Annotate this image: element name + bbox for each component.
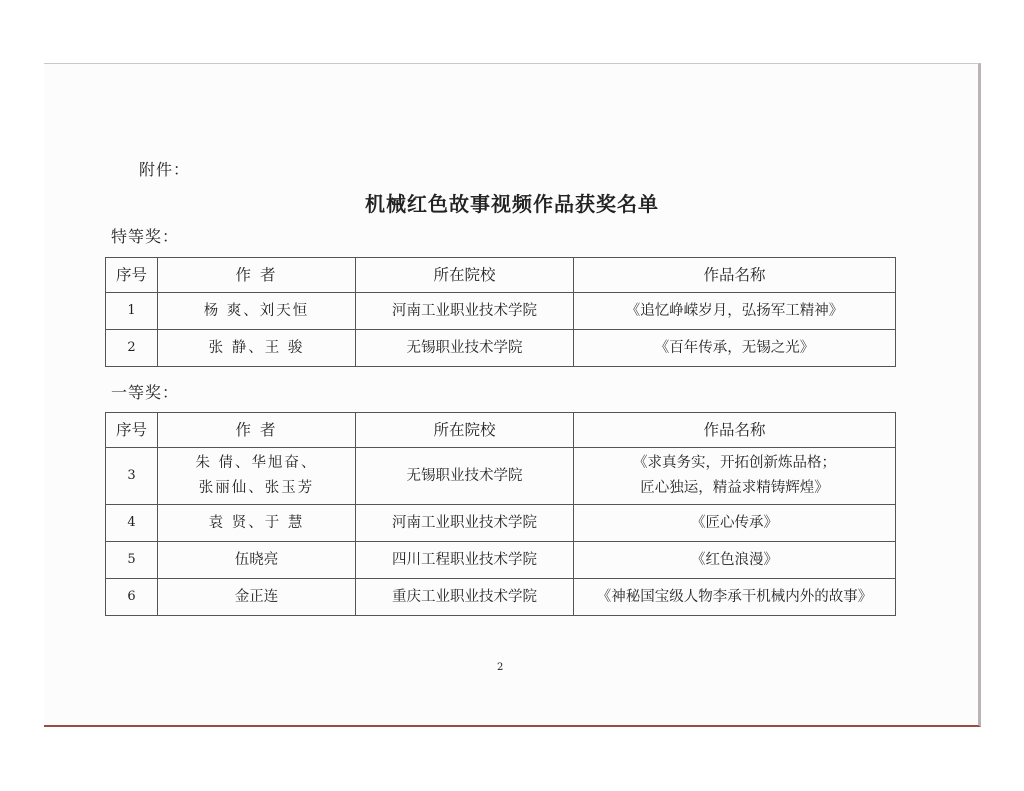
row-number: 4 [106, 505, 158, 542]
header-number: 序号 [106, 413, 158, 448]
row-number: 3 [106, 448, 158, 505]
row-school: 河南工业职业技术学院 [356, 505, 574, 542]
table-row [106, 330, 896, 367]
row-author: 张 静、王 骏 [158, 330, 356, 367]
header-school: 所在院校 [356, 258, 574, 293]
special-prize-label: 特等奖： [111, 227, 180, 246]
row-work: 《红色浪漫》 [574, 542, 896, 579]
row-author [158, 448, 356, 505]
table-header-row [106, 258, 896, 293]
author-line: 朱 倩、华旭奋、 [195, 455, 318, 471]
table-row [106, 293, 896, 330]
header-author: 作 者 [158, 258, 356, 293]
first-prize-table [105, 412, 896, 616]
row-school: 重庆工业职业技术学院 [356, 579, 574, 616]
row-work: 《追忆峥嵘岁月，弘扬军工精神》 [574, 293, 896, 330]
row-number: 1 [106, 293, 158, 330]
row-school: 无锡职业技术学院 [356, 448, 574, 505]
author-line: 张丽仙、张玉芳 [198, 480, 315, 496]
header-work: 作品名称 [574, 258, 896, 293]
table-row [106, 505, 896, 542]
row-work: 《匠心传承》 [574, 505, 896, 542]
header-work: 作品名称 [574, 413, 896, 448]
row-number: 2 [106, 330, 158, 367]
row-author: 杨 爽、刘天恒 [158, 293, 356, 330]
row-school: 河南工业职业技术学院 [356, 293, 574, 330]
work-line: 《求真务实，开拓创新炼品格； [633, 455, 836, 471]
document-title: 机械红色故事视频作品获奖名单 [365, 192, 659, 216]
table-row [106, 448, 896, 505]
header-school: 所在院校 [356, 413, 574, 448]
page-number: 2 [497, 662, 504, 673]
first-prize-label: 一等奖： [111, 383, 180, 402]
table-row [106, 579, 896, 616]
special-prize-table [105, 257, 896, 367]
row-author: 袁 贤、于 慧 [158, 505, 356, 542]
row-number: 5 [106, 542, 158, 579]
work-line: 匠心独运，精益求精铸辉煌》 [640, 480, 829, 496]
header-author: 作 者 [158, 413, 356, 448]
row-school: 四川工程职业技术学院 [356, 542, 574, 579]
header-number: 序号 [106, 258, 158, 293]
table-header-row [106, 413, 896, 448]
row-work: 《百年传承，无锡之光》 [574, 330, 896, 367]
row-work: 《神秘国宝级人物李承干机械内外的故事》 [574, 579, 896, 616]
attachment-label: 附件： [139, 160, 191, 179]
row-work [574, 448, 896, 505]
row-author: 伍晓亮 [158, 542, 356, 579]
row-author: 金正连 [158, 579, 356, 616]
row-school: 无锡职业技术学院 [356, 330, 574, 367]
table-row [106, 542, 896, 579]
row-number: 6 [106, 579, 158, 616]
